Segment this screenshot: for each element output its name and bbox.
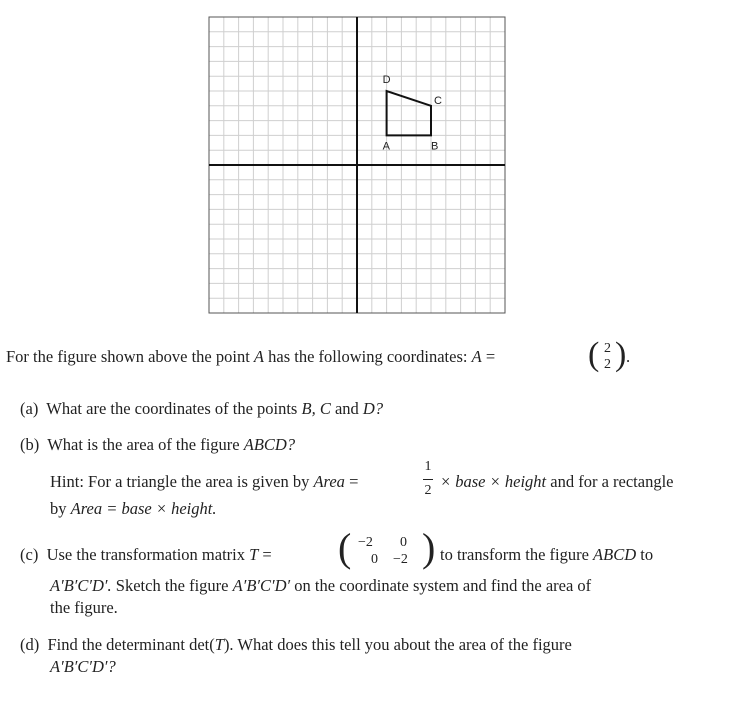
- part-c-to: to: [640, 545, 654, 564]
- intro-period: .: [626, 347, 631, 366]
- matrix-m11: −2: [358, 535, 373, 550]
- part-d-line2: [50, 656, 116, 678]
- part-d-text2: ). What does this tell you about the area of the figure: [223, 635, 572, 654]
- part-b: [20, 434, 295, 456]
- intro-point: A: [253, 347, 265, 366]
- matrix-right-paren: ): [422, 525, 436, 570]
- intro-text2: has the following coordinates:: [268, 347, 468, 366]
- matrix-left-paren: (: [338, 525, 352, 570]
- matrix-m12: 0: [400, 535, 407, 550]
- part-d-line1: [20, 634, 572, 656]
- part-b-hint-line1b: [440, 471, 673, 493]
- hint-formula2: Area = base × height.: [70, 499, 217, 518]
- part-a-point-c: C: [319, 399, 331, 418]
- hint-text3: by: [50, 499, 67, 518]
- figure-abcd-outline: [387, 91, 431, 135]
- part-d-T: T: [214, 635, 224, 654]
- part-c-line1b: [440, 544, 653, 566]
- quadrilateral-abcd: [387, 91, 431, 135]
- coordinate-vector: [588, 336, 631, 376]
- part-b-hint-line1: [50, 471, 358, 493]
- part-a-point-b: B,: [301, 399, 316, 418]
- point-label-c: C: [434, 94, 442, 107]
- part-c-eq: =: [262, 545, 272, 564]
- part-a-and: and: [334, 399, 359, 418]
- part-a: [20, 398, 383, 420]
- part-c-text4: on the coordinate system and find the area of: [294, 576, 592, 595]
- part-b-text: What is the area of the figure: [47, 435, 240, 454]
- part-d-figure: A′B′C′D′?: [50, 657, 116, 676]
- vector-top: 2: [604, 341, 611, 356]
- intro-text: For the figure shown above the point: [6, 347, 250, 366]
- point-label-b: B: [431, 140, 439, 153]
- hint-eq: =: [349, 472, 359, 491]
- matrix-m21: 0: [371, 552, 378, 567]
- hint-frac-den: 2: [424, 483, 432, 498]
- part-c-figure3: A′B′C′D′: [232, 576, 291, 595]
- part-b-figure: ABCD?: [243, 435, 296, 454]
- intro-line: [6, 346, 495, 368]
- matrix-m22: −2: [393, 552, 408, 567]
- hint-frac-num: 1: [424, 459, 432, 474]
- vector-right-paren: ): [615, 336, 627, 373]
- hint-text1: Hint: For a triangle the area is given by: [50, 472, 310, 491]
- part-a-label: (a): [20, 399, 39, 418]
- part-b-label: (b): [20, 435, 40, 454]
- part-c-label: (c): [20, 545, 39, 564]
- part-c-line2: [50, 575, 591, 597]
- part-c-figure2: A′B′C′D′.: [50, 576, 112, 595]
- part-c-text5: the figure.: [50, 598, 118, 617]
- intro-eq: =: [485, 347, 496, 366]
- vector-bottom: 2: [604, 357, 611, 372]
- grid-svg: [208, 16, 506, 314]
- part-c-text1: Use the transformation matrix: [46, 545, 245, 564]
- intro-lhs: A: [471, 347, 482, 366]
- vector-left-paren: (: [588, 336, 600, 373]
- part-c-line3: [50, 597, 118, 619]
- part-c-T: T: [249, 545, 259, 564]
- part-d-text1: Find the determinant det(: [47, 635, 215, 654]
- part-d-label: (d): [20, 635, 40, 654]
- hint-frac-bar: [423, 479, 433, 480]
- transformation-matrix: [338, 525, 438, 572]
- part-c-text3: Sketch the figure: [115, 576, 229, 595]
- part-b-hint-line2: [50, 498, 216, 520]
- part-a-text: What are the coordinates of the points: [46, 399, 298, 418]
- part-c-figure: ABCD: [593, 545, 637, 564]
- coordinate-grid: [208, 16, 506, 318]
- point-label-a: A: [382, 140, 390, 153]
- hint-text2: and for a rectangle: [550, 472, 674, 491]
- part-c-text2: to transform the figure: [440, 545, 589, 564]
- point-label-d: D: [382, 74, 391, 86]
- hint-area: Area: [313, 472, 345, 491]
- part-a-point-d: D?: [362, 399, 384, 418]
- part-c-line1: [20, 544, 272, 566]
- hint-formula1: × base × height: [440, 472, 547, 491]
- point-labels: [383, 74, 442, 152]
